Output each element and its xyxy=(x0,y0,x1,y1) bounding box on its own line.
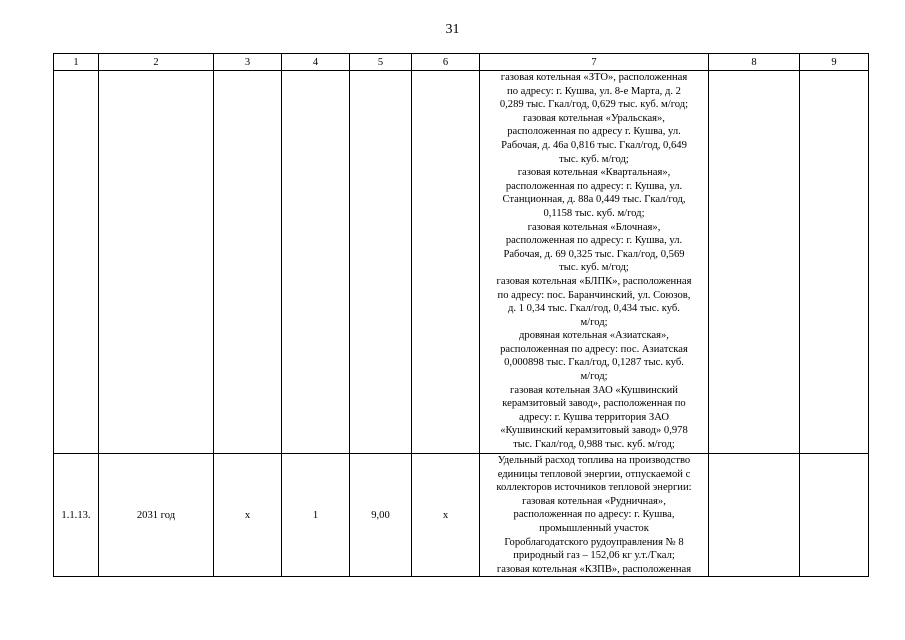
column-header-3: 3 xyxy=(214,54,282,71)
cell-col5 xyxy=(350,71,412,454)
column-header-2: 2 xyxy=(99,54,214,71)
description-line: природный газ – 152,06 кг у.т./Гкал; xyxy=(513,550,675,562)
cell-col3 xyxy=(214,71,282,454)
description-line: по адресу: г. Кушва, ул. 8-е Марта, д. 2 xyxy=(507,85,681,97)
cell-col4 xyxy=(282,71,350,454)
cell-col8 xyxy=(709,71,800,454)
column-header-7: 7 xyxy=(480,54,709,71)
cell-col8 xyxy=(709,454,800,577)
description-line: газовая котельная «ЗТО», расположенная xyxy=(500,72,688,83)
cell-col6: х xyxy=(412,454,480,577)
description-line: по адресу: пос. Баранчинский, ул. Союзов, xyxy=(497,289,691,301)
description-line: м/год; xyxy=(580,371,608,383)
description-line: Станционная, д. 88а 0,449 тыс. Гкал/год, xyxy=(502,194,686,206)
description-line: промышленный участок xyxy=(539,522,649,534)
cell-year: 2031 год xyxy=(99,454,214,577)
cell-number: 1.1.13. xyxy=(54,454,99,577)
description-line: тыс. Гкал/год, 0,988 тыс. куб. м/год; xyxy=(513,439,675,451)
description-line: расположенная по адресу: г. Кушва, xyxy=(513,509,675,521)
column-header-4: 4 xyxy=(282,54,350,71)
description-line: тыс. куб. м/год; xyxy=(559,262,629,274)
description-line: расположенная по адресу г. Кушва, ул. xyxy=(507,126,681,138)
description-line: д. 1 0,34 тыс. Гкал/год, 0,434 тыс. куб. xyxy=(508,303,680,315)
description-line: Гороблагодатского рудоуправления № 8 xyxy=(504,536,684,548)
description-line: керамзитовый завод», расположенная по xyxy=(502,398,686,410)
description-line: газовая котельная «Квартальная», xyxy=(517,167,671,179)
description-line: 0,1158 тыс. куб. м/год; xyxy=(543,207,645,219)
column-header-6: 6 xyxy=(412,54,480,71)
description-line: Удельный расход топлива на производство xyxy=(497,455,691,466)
description-line: адресу: г. Кушва территория ЗАО xyxy=(519,411,669,423)
table-row xyxy=(54,71,869,454)
description-line: 0,000898 тыс. Гкал/год, 0,1287 тыс. куб. xyxy=(504,357,684,369)
column-header-9: 9 xyxy=(800,54,869,71)
description-line: газовая котельная «Блочная», xyxy=(527,221,661,233)
description-line: Рабочая, д. 69 0,325 тыс. Гкал/год, 0,569 xyxy=(503,248,685,260)
description-line: «Кушвинский керамзитовый завод» 0,978 xyxy=(500,425,688,437)
cell-col4: 1 xyxy=(282,454,350,577)
header-row xyxy=(54,54,869,71)
description-line: единицы тепловой энергии, отпускаемой с xyxy=(497,468,691,480)
table-row xyxy=(54,454,869,577)
column-header-1: 1 xyxy=(54,54,99,71)
cell-description xyxy=(480,71,709,454)
description-line: расположенная по адресу: г. Кушва, ул. xyxy=(505,235,683,247)
description-line: расположенная по адресу: г. Кушва, ул. xyxy=(505,180,683,192)
description-text xyxy=(482,71,706,452)
description-line: тыс. куб. м/год; xyxy=(559,153,629,165)
description-line: газовая котельная «БЛПК», расположенная xyxy=(496,275,692,287)
description-line: газовая котельная ЗАО «Кушвинский xyxy=(510,384,678,396)
data-table xyxy=(53,53,869,577)
description-line: коллекторов источников тепловой энергии: xyxy=(496,482,692,494)
description-line: газовая котельная «КЗПВ», расположенная xyxy=(496,563,692,575)
cell-col6 xyxy=(412,71,480,454)
cell-col9 xyxy=(800,454,869,577)
cell-number xyxy=(54,71,99,454)
description-text xyxy=(482,454,706,576)
cell-col9 xyxy=(800,71,869,454)
page-number: 31 xyxy=(445,22,460,37)
cell-description xyxy=(480,454,709,577)
cell-col3: х xyxy=(214,454,282,577)
description-line: дровяная котельная «Азиатская», xyxy=(519,330,669,342)
column-header-8: 8 xyxy=(709,54,800,71)
column-header-5: 5 xyxy=(350,54,412,71)
cell-year xyxy=(99,71,214,454)
description-line: 0,289 тыс. Гкал/год, 0,629 тыс. куб. м/год; xyxy=(499,99,689,111)
description-line: Рабочая, д. 46а 0,816 тыс. Гкал/год, 0,649 xyxy=(501,139,687,151)
description-line: расположенная по адресу: пос. Азиатская xyxy=(500,343,688,355)
description-line: м/год; xyxy=(580,316,608,328)
description-line: газовая котельная «Рудничная», xyxy=(522,495,666,507)
cell-col5: 9,00 xyxy=(350,454,412,577)
description-line: газовая котельная «Уральская», xyxy=(523,112,665,124)
